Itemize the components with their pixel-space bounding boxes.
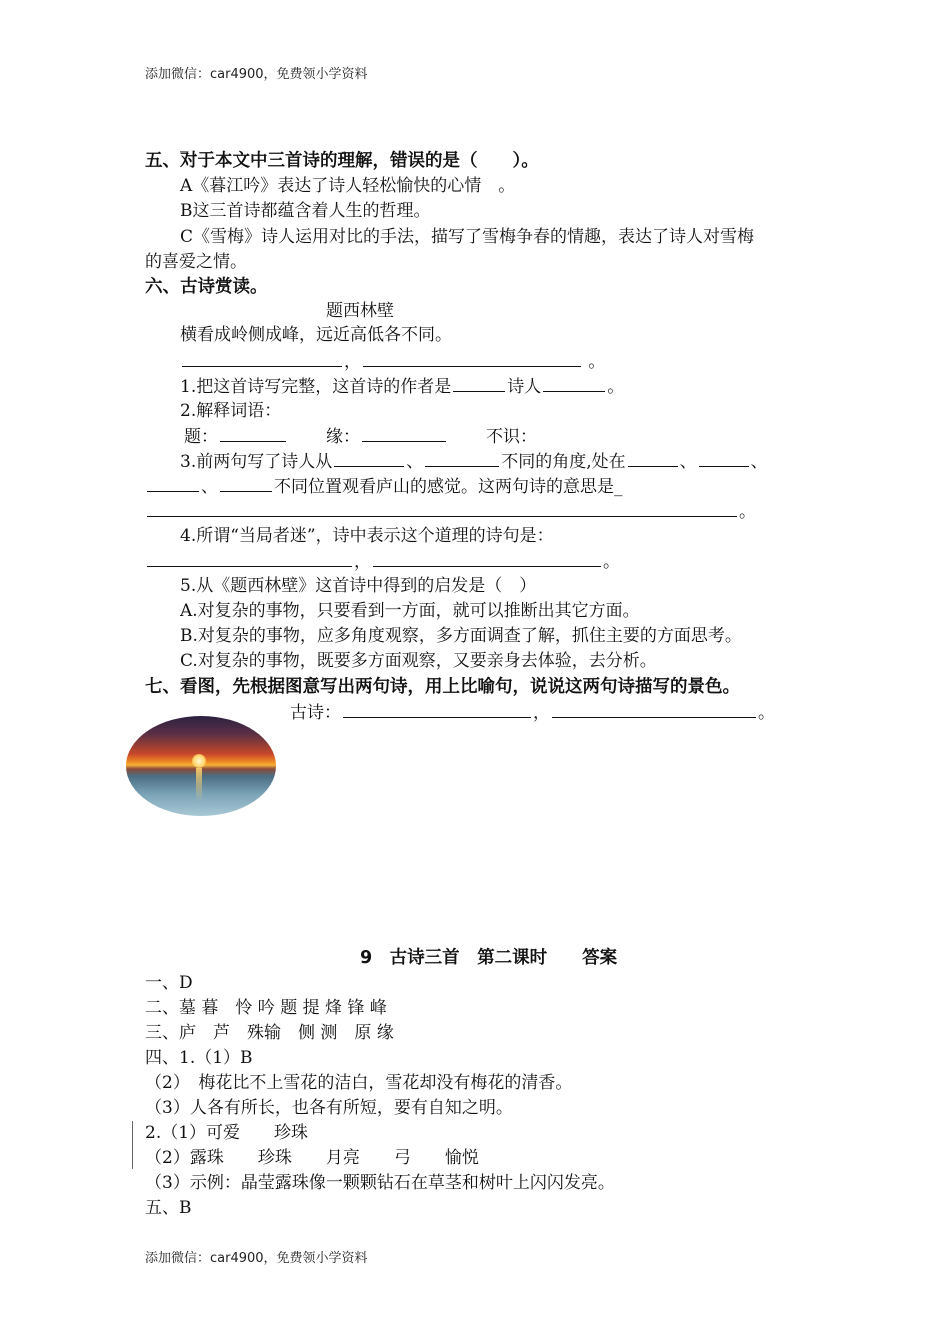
page-footer: 添加微信：car4900，免费领小学资料 <box>145 1251 368 1266</box>
q3-blank-3[interactable] <box>628 450 678 467</box>
question-2: 2.解释词语： <box>180 401 282 421</box>
section5-option-b: B这三首诗都蕴含着人生的哲理。 <box>180 201 431 221</box>
q2-blank-ti[interactable] <box>220 425 286 442</box>
q2-term-bushi: 不识： <box>486 427 537 447</box>
answers-title: 9 古诗三首 第二课时 答案 <box>360 948 618 968</box>
answer-line-6: （3）人各有所长，也各有所短，要有自知之明。 <box>145 1098 513 1118</box>
question-2-terms <box>184 425 537 448</box>
section6-title: 六、古诗赏读。 <box>145 277 268 297</box>
question-5-option-b: B.对复杂的事物，应多角度观察，多方面调查了解，抓住主要的方面思考。 <box>180 626 742 646</box>
section7-blank-1[interactable] <box>343 701 531 718</box>
question-3 <box>180 450 768 473</box>
question-3-cont <box>145 475 623 498</box>
q2-term-ti: 题： <box>184 427 218 447</box>
q1-blank-dynasty[interactable] <box>453 375 505 392</box>
poem-line: 横看成岭侧成峰，远近高低各不同。 <box>180 325 452 345</box>
poem-blanks-row <box>180 350 605 373</box>
period: 。 <box>607 377 625 397</box>
question-3-answer-row <box>145 500 756 523</box>
answer-line-10: 五、B <box>145 1198 192 1218</box>
section7-blank-2[interactable] <box>552 701 756 718</box>
dun: 、 <box>406 452 424 472</box>
q4-blank-1[interactable] <box>147 550 352 567</box>
q3-blank-1[interactable] <box>334 450 404 467</box>
period: 。 <box>588 352 606 372</box>
answer-line-7: 2.（1）可爱 珍珠 <box>145 1123 309 1143</box>
section5-option-c: C《雪梅》诗人运用对比的手法，描写了雪梅争春的情趣，表达了诗人对雪梅 <box>180 227 755 247</box>
q3-blank-4[interactable] <box>699 450 749 467</box>
q3-text-c: 不同位置观看庐山的感觉。这两句诗的意思是 <box>274 477 614 497</box>
period: 。 <box>603 552 620 572</box>
sun-reflection <box>196 768 202 802</box>
q3-text-a: 3.前两句写了诗人从 <box>180 452 333 472</box>
q3-blank-2[interactable] <box>425 450 499 467</box>
q1-blank-poet[interactable] <box>543 375 605 392</box>
period: 。 <box>758 703 775 723</box>
q1-text-a: 1.把这首诗写完整，这首诗的作者是 <box>180 377 452 397</box>
q3-blank-5[interactable] <box>147 475 199 492</box>
question-4-answer-row <box>145 550 620 573</box>
section5-option-a: A《暮江吟》表达了诗人轻松愉快的心情 。 <box>180 176 516 196</box>
sunset-sea-image <box>126 716 276 816</box>
answer-line-3: 三、庐 芦 殊输 侧 测 原 缘 <box>145 1023 394 1043</box>
answer-line-8: （2）露珠 珍珠 月亮 弓 愉悦 <box>145 1148 479 1168</box>
answer-line-2: 二、墓 暮 怜 吟 题 提 烽 锋 峰 <box>145 998 387 1018</box>
revision-bar <box>132 1121 133 1169</box>
section7-poem-row <box>290 701 775 724</box>
question-4: 4.所谓“当局者迷”，诗中表示这个道理的诗句是： <box>180 526 554 546</box>
section7-title: 七、看图，先根据图意写出两句诗，用上比喻句，说说这两句诗描写的景色。 <box>145 677 740 697</box>
answer-line-9: （3）示例：晶莹露珠像一颗颗钻石在草茎和树叶上闪闪发亮。 <box>145 1173 615 1193</box>
answer-line-5: （2） 梅花比不上雪花的洁白，雪花却没有梅花的清香。 <box>145 1073 573 1093</box>
q1-text-b: 诗人 <box>507 377 542 397</box>
section7-label: 古诗： <box>290 703 341 723</box>
q3-blank-6[interactable] <box>220 475 272 492</box>
dun: 、 <box>679 452 697 472</box>
poem-blank-1[interactable] <box>182 350 342 367</box>
question-1 <box>180 375 624 398</box>
dun: 、 <box>201 477 218 497</box>
sun-shape <box>192 754 206 768</box>
stray-mark: _ <box>180 133 189 153</box>
question-5: 5.从《题西林壁》这首诗中得到的启发是（ ） <box>180 576 537 596</box>
q3-text-b: 不同的角度,处在 <box>501 452 626 472</box>
answer-line-4: 四、1.（1）B <box>145 1048 253 1068</box>
section5-option-c-cont: 的喜爱之情。 <box>145 252 247 272</box>
comma: ， <box>344 352 361 372</box>
q2-term-yuan: 缘： <box>326 427 360 447</box>
answer-line-1: 一、D <box>145 973 193 993</box>
question-5-option-a: A.对复杂的事物，只要看到一方面，就可以推断出其它方面。 <box>180 601 640 621</box>
comma: ， <box>354 552 371 572</box>
section5-title: 五、对于本文中三首诗的理解，错误的是（ ）。 <box>145 151 539 171</box>
page-header: 添加微信：car4900，免费领小学资料 <box>145 67 368 82</box>
q3-answer-blank[interactable] <box>147 500 737 517</box>
poem-title: 题西林壁 <box>326 301 394 321</box>
dun: 、 <box>750 452 768 472</box>
period: 。 <box>739 502 756 522</box>
q2-blank-yuan[interactable] <box>362 425 446 442</box>
question-5-option-c: C.对复杂的事物，既要多方面观察，又要亲身去体验，去分析。 <box>180 651 657 671</box>
q3-mark: _ <box>614 477 623 497</box>
q4-blank-2[interactable] <box>373 550 601 567</box>
poem-blank-2[interactable] <box>363 350 581 367</box>
comma: ， <box>533 703 550 723</box>
